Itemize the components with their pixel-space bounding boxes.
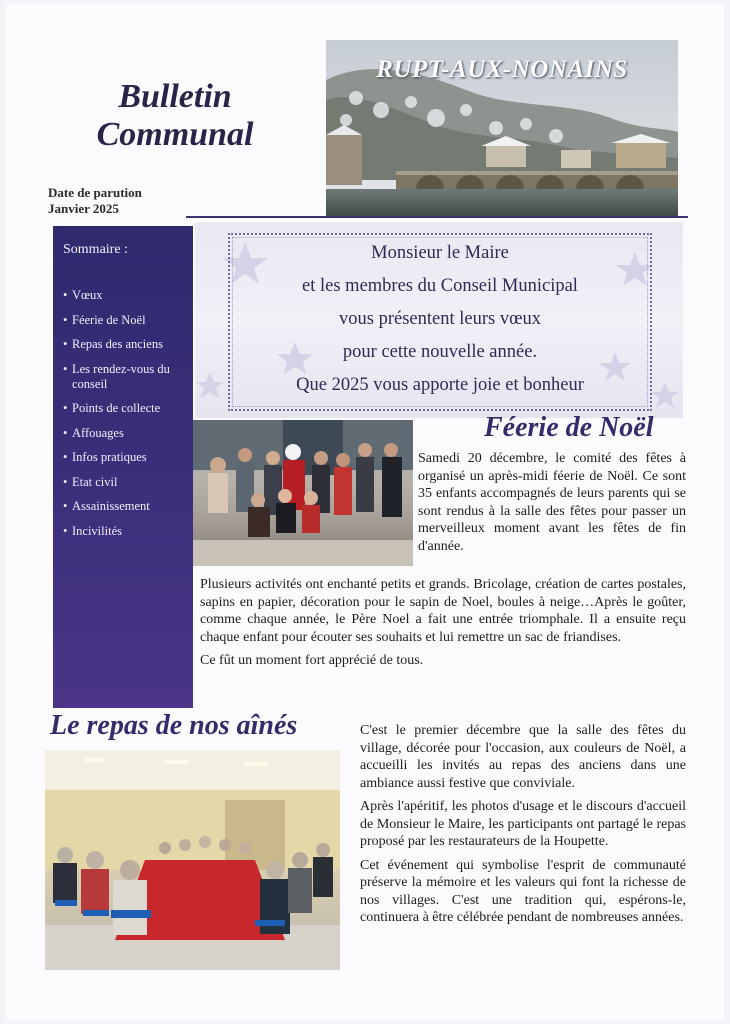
feerie-body — [200, 576, 686, 676]
table-of-contents — [53, 226, 193, 708]
title-line-1: Bulletin — [118, 78, 232, 115]
toc-item-rendez-vous: • Les rendez-vous du conseil — [63, 362, 193, 392]
repas-banquet-photo — [45, 750, 340, 970]
feerie-paragraph-3: Ce fût un moment fort apprécié de tous. — [200, 653, 424, 668]
feerie-title: Féerie de Noël — [484, 412, 654, 443]
toc-item-voeux: • Vœux — [63, 288, 193, 303]
repas-body — [360, 722, 686, 933]
village-name-caption: RUPT-AUX-NONAINS — [376, 56, 628, 83]
header-divider — [186, 216, 688, 218]
toc-list — [63, 288, 193, 539]
pubdate-value: Janvier 2025 — [48, 201, 119, 216]
toc-item-incivilites: • Incivilités — [63, 524, 193, 539]
greeting-line-2: et les membres du Conseil Municipal — [302, 276, 578, 296]
repas-paragraph-3: Cet événement qui symbolise l'esprit de communauté préserve la mémoire et les valeurs qui font la richesse de nos villages. C'est une tradition qui, espérons-le, continuera à être célébrée pendant de nombreuses années. — [360, 857, 686, 925]
title-line-2: Communal — [96, 116, 254, 153]
village-bridge-photo — [326, 40, 678, 216]
greeting-line-4: pour cette nouvelle année. — [342, 342, 538, 362]
feerie-intro-text: Samedi 20 décembre, le comité des fêtes à organisé un après-midi féerie de Noël. Ce sont 35 enfants accompagnés de leurs parents qui se sont rendus à la salle des fêtes pour passer un merveilleux moment avant les fêtes de fin d'année. — [418, 451, 686, 554]
toc-title: Sommaire : — [63, 242, 128, 257]
feerie-group-photo — [193, 420, 413, 566]
bulletin-title — [60, 78, 290, 154]
toc-item-feerie: • Féerie de Noël — [63, 313, 193, 328]
toc-item-points-collecte: • Points de collecte — [63, 401, 193, 416]
toc-item-etat-civil: • Etat civil — [63, 475, 193, 490]
banquet-photo-illustration — [45, 750, 340, 970]
toc-item-affouages: • Affouages — [63, 426, 193, 441]
toc-item-assainissement: • Assainissement — [63, 499, 193, 514]
feerie-intro — [418, 450, 686, 561]
toc-item-repas: • Repas des anciens — [63, 337, 193, 352]
greeting-line-1: Monsieur le Maire — [371, 243, 509, 263]
pubdate-label: Date de parution — [48, 185, 142, 200]
publication-date — [48, 185, 142, 217]
new-year-greeting — [228, 233, 652, 411]
greeting-line-3: vous présentent leurs vœux — [339, 309, 541, 329]
toc-item-infos-pratiques: • Infos pratiques — [63, 450, 193, 465]
repas-paragraph-2: Après l'apéritif, les photos d'usage et le discours d'accueil de Monsieur le Maire, les participants ont partagé le repas proposé par les restaurateurs de la Houpette. — [360, 799, 686, 849]
group-photo-illustration — [193, 420, 413, 566]
greeting-line-5: Que 2025 vous apporte joie et bonheur — [296, 375, 584, 395]
feerie-paragraph-2: Plusieurs activités ont enchanté petits et grands. Bricolage, création de cartes postales, sapins en papier, décoration pour le sapin de Noel, boules à neige…Après le goûter, comme chaque année, le Père Noel a fait une entrée triomphale. Il a ensuite reçu chaque enfant pour écouter ses souhaits et lui remettre un sac de friandises. — [200, 577, 686, 645]
repas-paragraph-1: C'est le premier décembre que la salle des fêtes du village, décorée pour l'occasion, aux couleurs de Noël, a accueilli les invités au repas des anciens dans une ambiance aussi festive que conviviale. — [360, 723, 686, 791]
repas-title: Le repas de nos aînés — [50, 710, 298, 741]
